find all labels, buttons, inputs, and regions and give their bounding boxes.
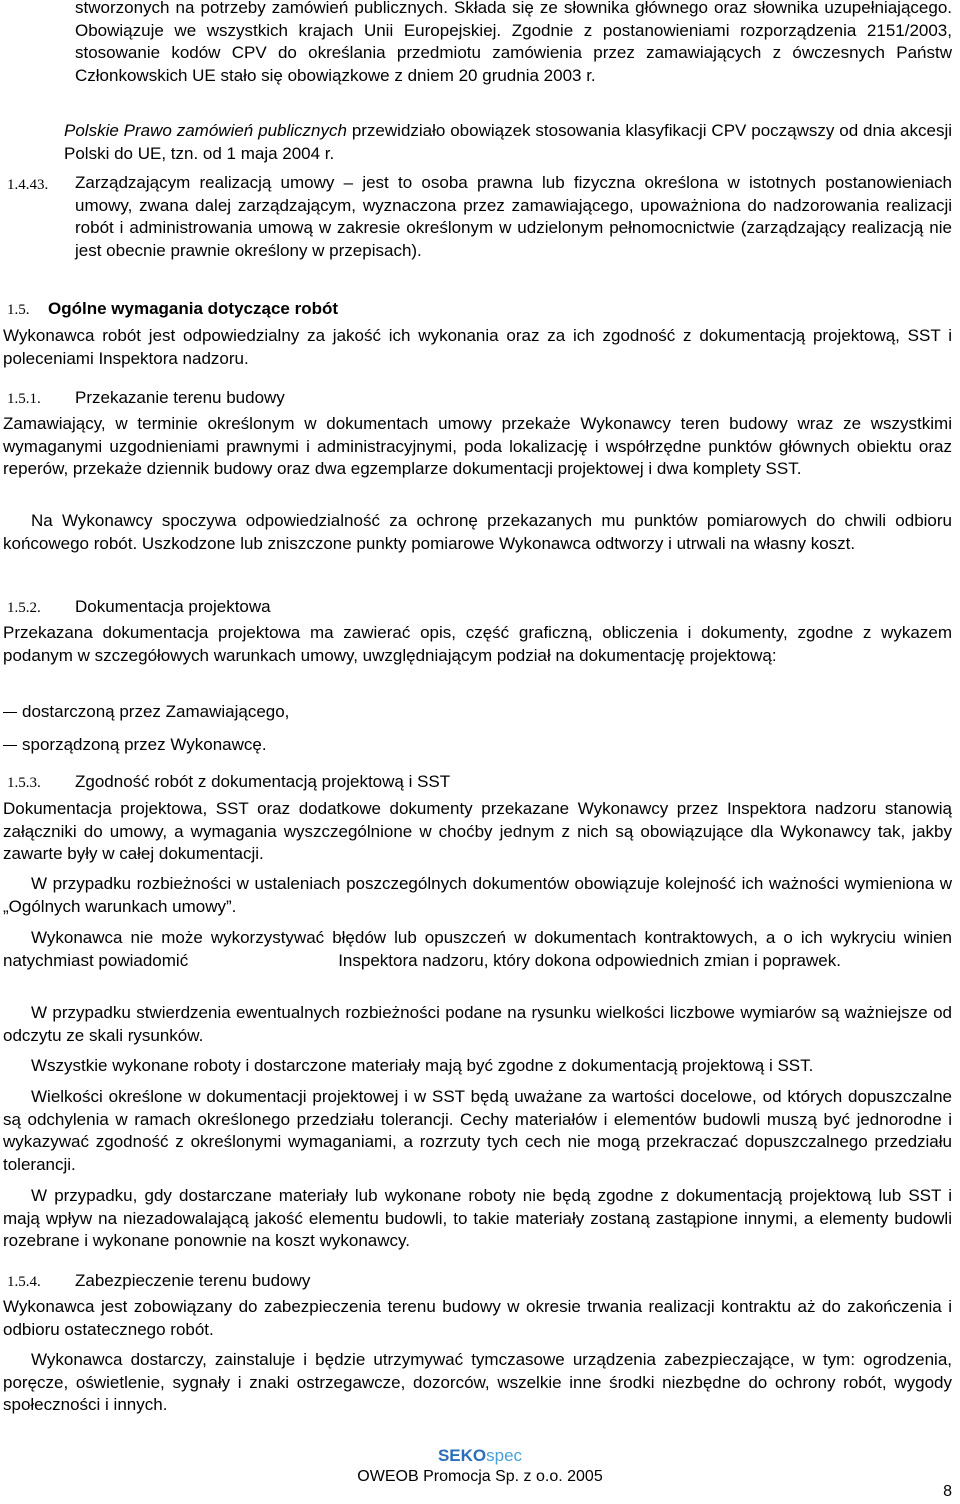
dash-bullet-icon xyxy=(3,745,17,746)
section-number: 1.5.4. xyxy=(7,1274,41,1290)
section-number: 1.5.1. xyxy=(7,391,41,407)
dash-bullet-icon xyxy=(3,712,17,713)
section-title: Ogólne wymagania dotyczące robót xyxy=(48,299,339,318)
section-1-5-4-paragraph-1: Wykonawca jest zobowiązany do zabezpieczenia terenu budowy w okresie trwania realizacji kontraktu aż do zakończenia i odbioru ostatecznego robót. xyxy=(3,1297,952,1339)
section-1-5-1-paragraph-2: Na Wykonawcy spoczywa odpowiedzialność za ochronę przekazanych mu punktów pomiarowych do chwili odbioru końcowego robót. Uszkodzone lub zniszczone punkty pomiarowe Wykonawca odtworzy i utrwali na własny koszt. xyxy=(3,511,952,553)
section-1-5-4-paragraph-2: Wykonawca dostarczy, zainstaluje i będzie utrzymywać tymczasowe urządzenia zabezpieczające, w tym: ogrodzenia, poręcze, oświetlenie, sygnały i znaki ostrzegawcze, dozorców, wszelkie inne środki niezbędne do ochrony robót, wygody społeczności i innych. xyxy=(3,1350,952,1414)
section-title: Dokumentacja projektowa xyxy=(75,597,271,616)
polish-law-title: Polskie Prawo zamówień publicznych xyxy=(64,121,347,140)
section-heading-1-5-3 xyxy=(7,771,450,795)
section-title: Przekazanie terenu budowy xyxy=(75,388,285,407)
section-heading-1-5 xyxy=(7,298,338,322)
section-1-5-3-paragraph-3: Wykonawca nie może wykorzystywać błędów lub opuszczeń w dokumentach kontraktowych, a o ich wykryciu winien natychmiast powiadomić Inspektora nadzoru, który dokona odpowiednich zmian i poprawek. xyxy=(3,928,952,970)
section-heading-1-5-1 xyxy=(7,387,285,411)
cpv-paragraph: stworzonych na potrzeby zamówień publicznych. Składa się ze słownika głównego oraz słownika uzupełniającego. Obowiązuje we wszystkich krajach Unii Europejskiej. Zgodnie z postanowieniami rozporządzenia 2151/2003, stosowanie kodów CPV do określania przedmiotu zamówienia przez zamawiających z ówczesnych Państw Członkowskich UE stało się obowiązkowe z dniem 20 grudnia 2003 r. xyxy=(75,0,952,85)
section-1-5-3-paragraph-2: W przypadku rozbieżności w ustaleniach poszczególnych dokumentów obowiązuje kolejność ich ważności wymieniona w „Ogólnych warunkach umowy”. xyxy=(3,874,952,916)
section-number-1-4-43: 1.4.43. xyxy=(7,177,49,193)
section-title: Zgodność robót z dokumentacją projektową i SST xyxy=(75,772,451,791)
footer-logo: SEKOspec xyxy=(437,1446,523,1465)
section-heading-1-5-4 xyxy=(7,1270,310,1294)
section-1-5-3-paragraph-5: Wszystkie wykonane roboty i dostarczone materiały mają być zgodne z dokumentacją projektową i SST. xyxy=(31,1056,814,1075)
section-1-5-paragraph: Wykonawca robót jest odpowiedzialny za jakość ich wykonania oraz za ich zgodność z dokumentacją projektową, SST i poleceniami Inspektora nadzoru. xyxy=(3,326,952,368)
section-1-5-3-paragraph-6: Wielkości określone w dokumentacji projektowej i w SST będą uważane za wartości docelowe, od których dopuszczalne są odchylenia w ramach określonego przedziału tolerancji. Cechy materiałów i elementów budowli muszą być jednorodne i wykazywać zgodność z określonymi wymaganiami, a rozrzuty tych cech nie mogą przekraczać dopuszczalnego przedziału tolerancji. xyxy=(3,1087,952,1174)
section-1-5-2-paragraph: Przekazana dokumentacja projektowa ma zawierać opis, część graficzną, obliczenia i dokumenty, zgodne z wykazem podanym w szczegółowych warunkach umowy, uwzględniającym podział na dokumentację projektową: xyxy=(3,623,952,665)
section-number: 1.5.3. xyxy=(7,775,41,791)
section-1-5-3-paragraph-4: W przypadku stwierdzenia ewentualnych rozbieżności podane na rysunku wielkości liczbowe wymiarów są ważniejsze od odczytu ze skali rysunków. xyxy=(3,1003,952,1045)
section-1-5-3-paragraph-1: Dokumentacja projektowa, SST oraz dodatkowe dokumenty przekazane Wykonawcy przez Inspektora nadzoru stanowią załączniki do umowy, a wymagania wyszczególnione w choćby jednym z nich są obowiązujące dla Wykonawcy tak, jakby zawarte były w całej dokumentacji. xyxy=(3,799,952,863)
section-1-5-1-paragraph-1: Zamawiający, w terminie określonym w dokumentach umowy przekaże Wykonawcy teren budowy wraz ze wszystkimi wymaganymi uzgodnieniami prawnymi i administracyjnymi, poda lokalizację i współrzędne punktów głównych obiektu oraz reperów, przekaże dziennik budowy oraz dwa egzemplarze dokumentacji projektowej i dwa komplety SST. xyxy=(3,414,952,478)
polish-law-paragraph: Polskie Prawo zamówień publicznych przewidziało obowiązek stosowania klasyfikacji CPV począwszy od dnia akcesji Polski do UE, tzn. od 1 maja 2004 r. xyxy=(64,121,952,163)
section-number: 1.5. xyxy=(7,302,30,318)
section-1-5-3-paragraph-7: W przypadku, gdy dostarczane materiały lub wykonane roboty nie będą zgodne z dokumentacją projektową lub SST i mają wpływ na niezadowalającą jakość elementu budowli, to takie materiały zostaną zastąpione innymi, a elementy budowli rozebrane i wykonane ponownie na koszt wykonawcy. xyxy=(3,1186,952,1250)
section-number: 1.5.2. xyxy=(7,600,41,616)
footer-company: OWEOB Promocja Sp. z o.o. 2005 xyxy=(357,1468,603,1485)
page-number: 8 xyxy=(943,1483,952,1500)
list-item: sporządzoną przez Wykonawcę. xyxy=(3,734,267,756)
definition-1-4-43: Zarządzającym realizacją umowy – jest to osoba prawna lub fizyczna określona w istotnych postanowieniach umowy, zwana dalej zarządzającym, wyznaczona przez zamawiającego, upoważniona do nadzorowania realizacji robót i administrowania umową w zakresie określonym w udzielonym pełnomocnictwie (zarządzający realizacją nie jest obecnie prawnie określony w przepisach). xyxy=(75,173,952,260)
list-item: dostarczoną przez Zamawiającego, xyxy=(3,701,289,723)
section-title: Zabezpieczenie terenu budowy xyxy=(75,1271,311,1290)
section-heading-1-5-2 xyxy=(7,596,271,620)
